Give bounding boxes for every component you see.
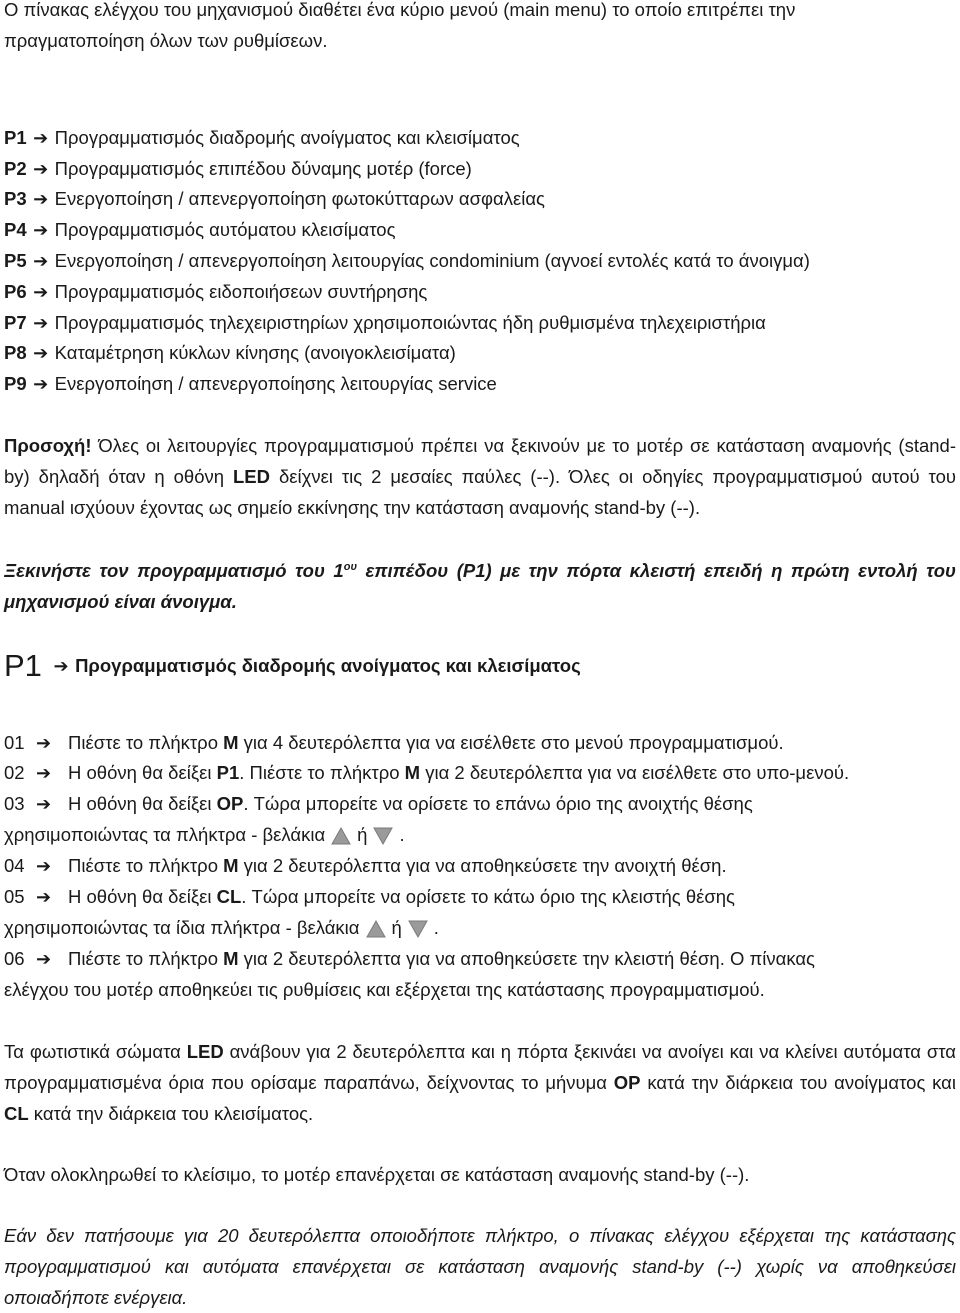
menu-text: Ενεργοποίηση / απενεργοποίηση λειτουργίας condominium (αγνοεί εντολές κατά το άνοιγμα)	[54, 250, 810, 271]
notice-paragraph	[4, 555, 956, 617]
step-text: χρησιμοποιώντας τα ίδια πλήκτρα - βελάκια	[4, 917, 360, 938]
step-text: για 2 δευτερόλεπτα για να εισέλθετε στο υπο-μενού.	[420, 762, 850, 783]
step-05	[4, 885, 735, 909]
or-text: ή	[391, 917, 402, 938]
lights-cl: CL	[4, 1103, 29, 1124]
p1-code: P1	[4, 648, 42, 683]
menu-code: P5	[4, 250, 27, 271]
menu-code: P1	[4, 127, 27, 148]
menu-item-p2	[4, 157, 472, 181]
notice-text-b: επιπέδου (P1) με την πόρτα κλειστή επειδή η πρώτη εντολή του μηχανισμού είναι άνοιγμα.	[4, 560, 956, 612]
warning-label: Προσοχή!	[4, 435, 92, 456]
step-text: χρησιμοποιώντας τα πλήκτρα - βελάκια	[4, 824, 326, 845]
step-key: M	[223, 948, 239, 969]
step-03	[4, 792, 753, 816]
menu-text: Προγραμματισμός αυτόματου κλεισίματος	[54, 219, 396, 240]
menu-text: Προγραμματισμός διαδρομής ανοίγματος και κλεισίματος	[54, 127, 520, 148]
step-text: Η οθόνη θα δείξει	[68, 886, 217, 907]
step-number: 06	[4, 948, 25, 969]
menu-text: Καταμέτρηση κύκλων κίνησης (ανοιγοκλεισίματα)	[54, 342, 456, 363]
p1-title: Προγραμματισμός διαδρομής ανοίγματος και κλεισίματος	[75, 655, 581, 676]
menu-code: P9	[4, 373, 27, 394]
right-arrow-icon: ➔	[36, 949, 52, 969]
right-arrow-icon: ➔	[33, 251, 49, 271]
right-arrow-icon: ➔	[33, 374, 49, 394]
menu-code: P4	[4, 219, 27, 240]
intro-line-1: Ο πίνακας ελέγχου του μηχανισμού διαθέτει ένα κύριο μενού (main menu) το οποίο επιτρέπει την	[4, 0, 796, 20]
step-text: Η οθόνη θα δείξει	[68, 793, 217, 814]
right-arrow-icon: ➔	[36, 763, 52, 783]
up-arrow-key-icon	[331, 827, 351, 845]
step-text: . Τώρα μπορείτε να ορίσετε το επάνω όριο της ανοιχτής θέσης	[243, 793, 753, 814]
notice-text-a: Ξεκινήστε τον προγραμματισμό του 1	[4, 560, 344, 581]
step-number: 02	[4, 762, 25, 783]
period: .	[399, 824, 405, 845]
step-text: Η οθόνη θα δείξει	[68, 762, 217, 783]
closing-line: Όταν ολοκληρωθεί το κλείσιμο, το μοτέρ επανέρχεται σε κατάσταση αναμονής stand-by (--).	[4, 1164, 750, 1185]
or-text: ή	[357, 824, 368, 845]
right-arrow-icon: ➔	[36, 856, 52, 876]
step-number: 05	[4, 886, 25, 907]
right-arrow-icon: ➔	[33, 343, 49, 363]
menu-code: P3	[4, 188, 27, 209]
step-text: Πιέστε το πλήκτρο	[68, 732, 224, 753]
intro-line-2: πραγματοποίηση όλων των ρυθμίσεων.	[4, 30, 328, 51]
menu-item-p4	[4, 218, 395, 242]
warning-paragraph	[4, 430, 956, 523]
menu-code: P7	[4, 312, 27, 333]
step-02	[4, 761, 849, 785]
menu-code: P2	[4, 158, 27, 179]
right-arrow-icon: ➔	[33, 159, 49, 179]
right-arrow-icon: ➔	[33, 189, 49, 209]
step-key: M	[223, 855, 239, 876]
menu-text: Προγραμματισμός τηλεχειριστηρίων χρησιμοποιώντας ήδη ρυθμισμένα τηλεχειριστήρια	[54, 312, 766, 333]
step-text: . Πιέστε το πλήκτρο	[239, 762, 405, 783]
step-number: 03	[4, 793, 25, 814]
down-arrow-key-icon	[408, 920, 428, 938]
menu-text: Προγραμματισμός επιπέδου δύναμης μοτέρ (force)	[54, 158, 472, 179]
right-arrow-icon: ➔	[36, 887, 52, 907]
menu-item-p9	[4, 372, 497, 396]
step-03-cont	[4, 823, 405, 847]
menu-text: Προγραμματισμός ειδοποιήσεων συντήρησης	[54, 281, 428, 302]
right-arrow-icon: ➔	[36, 733, 52, 753]
lights-op: OP	[613, 1072, 641, 1093]
menu-code: P8	[4, 342, 27, 363]
step-number: 04	[4, 855, 25, 876]
menu-item-p7	[4, 311, 766, 335]
step-key: M	[223, 732, 239, 753]
right-arrow-icon: ➔	[33, 128, 49, 148]
step-06-cont	[4, 978, 765, 1002]
up-arrow-key-icon	[366, 920, 386, 938]
step-text: για 4 δευτερόλεπτα για να εισέλθετε στο μενού προγραμματισμού.	[238, 732, 784, 753]
p1-heading	[4, 648, 581, 684]
right-arrow-icon: ➔	[33, 313, 49, 333]
menu-item-p6	[4, 280, 427, 304]
lights-text-d: κατά την διάρκεια του κλεισίματος.	[28, 1103, 314, 1124]
menu-text: Ενεργοποίηση / απενεργοποίηση φωτοκύτταρων ασφαλείας	[54, 188, 545, 209]
step-text: . Τώρα μπορείτε να ορίσετε το κάτω όριο της κλειστής θέσης	[241, 886, 735, 907]
step-text: για 2 δευτερόλεπτα για να αποθηκεύσετε την κλειστή θέση. Ο πίνακας	[238, 948, 815, 969]
right-arrow-icon: ➔	[53, 655, 69, 676]
step-06	[4, 947, 815, 971]
step-number: 01	[4, 732, 25, 753]
menu-item-p5	[4, 249, 810, 273]
period: .	[433, 917, 439, 938]
right-arrow-icon: ➔	[36, 794, 52, 814]
down-arrow-key-icon	[373, 827, 393, 845]
step-code: OP	[216, 793, 244, 814]
step-text: Πιέστε το πλήκτρο	[68, 948, 224, 969]
menu-text: Ενεργοποίηση / απενεργοποίησης λειτουργίας service	[54, 373, 497, 394]
step-04	[4, 854, 727, 878]
menu-code: P6	[4, 281, 27, 302]
warning-text-a: Όλες οι λειτουργίες προγραμματισμού πρέπει να ξεκινούν με το μοτέρ σε κατάσταση αναμονής (stand-by) δηλαδή όταν η οθόνη	[4, 435, 956, 487]
lights-led: LED	[186, 1041, 224, 1062]
warning-led: LED	[233, 466, 270, 487]
menu-item-p8	[4, 341, 456, 365]
step-text: για 2 δευτερόλεπτα για να αποθηκεύσετε την ανοιχτή θέση.	[238, 855, 727, 876]
step-05-cont	[4, 916, 439, 940]
menu-item-p3	[4, 187, 545, 211]
timeout-paragraph: Εάν δεν πατήσουμε για 20 δευτερόλεπτα οποιοδήποτε πλήκτρο, ο πίνακας ελέγχου εξέρχεται της κατάστασης προγραμματισμού και αυτόματα επανέρχεται σε κατάσταση αναμονής stand-by (--) χωρίς να αποθηκεύσει οποιαδήποτε ενέργεια.	[4, 1225, 956, 1308]
lights-text-b: ανάβουν για 2 δευτερόλεπτα και η πόρτα ξεκινάει να ανοίγει και να κλείνει αυτόματα στα προγραμματισμένα όρια που ορίσαμε παραπάνω, δείχνοντας το μήνυμα	[4, 1041, 957, 1093]
notice-sup: ου	[343, 560, 357, 573]
step-code: P1	[216, 762, 240, 783]
lights-text-a: Τα φωτιστικά σώματα	[4, 1041, 187, 1062]
right-arrow-icon: ➔	[33, 220, 49, 240]
step-key: M	[404, 762, 421, 783]
right-arrow-icon: ➔	[33, 282, 49, 302]
menu-item-p1	[4, 126, 520, 150]
warning-text-b: δείχνει τις 2 μεσαίες παύλες (--). Όλες οι οδηγίες προγραμματισμού αυτού του manual ισχύουν έχοντας ως σημείο εκκίνησης την κατάσταση αναμονής stand-by (--).	[4, 466, 956, 518]
lights-paragraph	[4, 1036, 956, 1129]
step-code: CL	[216, 886, 242, 907]
step-text: Πιέστε το πλήκτρο	[68, 855, 224, 876]
lights-text-c: κατά την διάρκεια του ανοίγματος και	[640, 1072, 956, 1093]
step-text: ελέγχου του μοτέρ αποθηκεύει τις ρυθμίσεις και εξέρχεται της κατάστασης προγραμματισμού.	[4, 979, 765, 1000]
step-01	[4, 731, 784, 755]
